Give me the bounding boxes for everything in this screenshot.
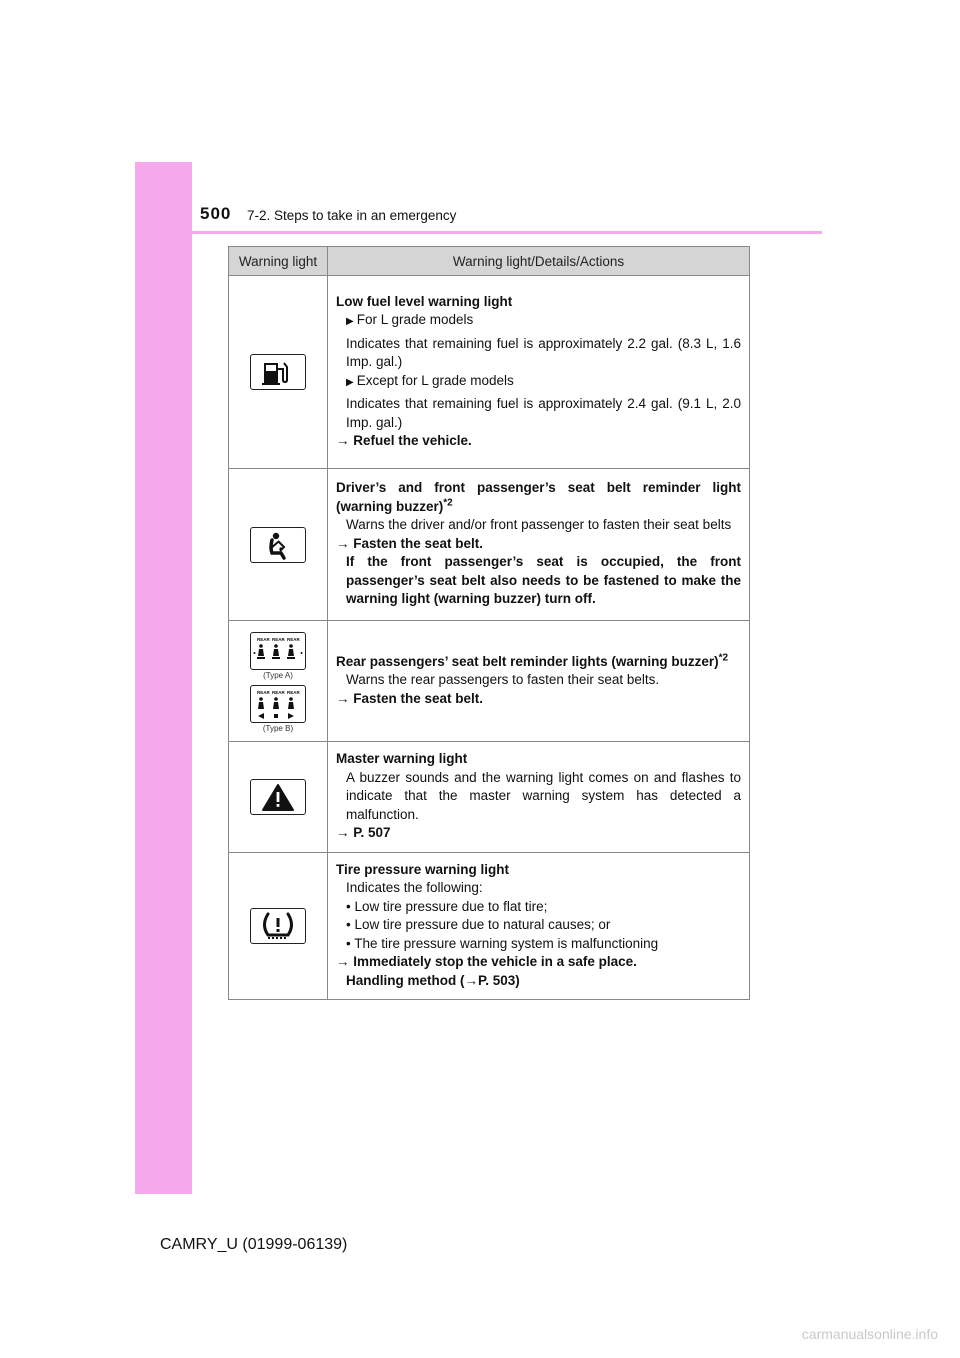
side-tab-bar bbox=[135, 162, 192, 1194]
fuel-condition-1: For L grade models bbox=[356, 312, 474, 327]
watermark: carmanualsonline.info bbox=[801, 1326, 938, 1342]
table-row-seat-belt bbox=[229, 469, 750, 621]
rear-seat-belt-title: Rear passengers’ seat belt reminder lights (warning buzzer) bbox=[336, 653, 719, 669]
type-b-label: (Type B) bbox=[262, 724, 294, 733]
rear-seat-belt-action: Fasten the seat belt. bbox=[353, 690, 484, 706]
arrow-icon: → bbox=[336, 433, 354, 448]
condition-marker-icon: ▶ bbox=[346, 316, 354, 327]
master-warning-title: Master warning light bbox=[336, 751, 468, 766]
handling-method-page-ref: P. 503) bbox=[478, 972, 520, 988]
fuel-title: Low fuel level warning light bbox=[336, 293, 513, 309]
tire-pressure-intro: Indicates the following: bbox=[346, 880, 483, 895]
tire-pressure-action: Immediately stop the vehicle in a safe place. bbox=[353, 954, 637, 969]
tire-bullet-2: Low tire pressure due to natural causes; or bbox=[354, 917, 611, 932]
arrow-icon: → bbox=[464, 972, 478, 988]
footnote-mark: *2 bbox=[443, 497, 453, 509]
svg-text:REAR: REAR bbox=[287, 690, 300, 695]
bullet-icon: • bbox=[346, 917, 355, 932]
column-header-warning-light: Warning light bbox=[229, 247, 328, 276]
seat-belt-title: Driver’s and front passenger’s seat belt reminder light (warning buzzer) bbox=[336, 480, 741, 514]
svg-text:REAR: REAR bbox=[257, 690, 270, 695]
bullet-icon: • bbox=[346, 935, 355, 951]
rear-seat-belt-description: Warns the rear passengers to fasten their seat belts. bbox=[346, 672, 660, 688]
seat-belt-icon bbox=[250, 527, 306, 563]
arrow-icon: → bbox=[336, 690, 354, 706]
condition-marker-icon: ▶ bbox=[346, 376, 354, 388]
fuel-text-1: Indicates that remaining fuel is approximately 2.2 gal. (8.3 L, 1.6 Imp. gal.) bbox=[346, 335, 741, 369]
master-warning-page-ref: P. 507 bbox=[353, 825, 391, 840]
document-code: CAMRY_U (01999-06139) bbox=[160, 1236, 348, 1253]
svg-text:REAR: REAR bbox=[272, 690, 285, 695]
section-title: 7-2. Steps to take in an emergency bbox=[247, 208, 457, 223]
table-row-master-warning bbox=[229, 742, 750, 853]
tire-bullet-3: The tire pressure warning system is malfunctioning bbox=[354, 935, 659, 951]
bullet-icon: • bbox=[346, 898, 355, 914]
rear-seat-belt-type-a-icon bbox=[250, 632, 306, 670]
tire-pressure-icon bbox=[250, 908, 306, 944]
watermark-prefix: carmanualsonline bbox=[801, 1326, 912, 1342]
type-a-label: (Type A) bbox=[263, 671, 293, 680]
tire-pressure-title: Tire pressure warning light bbox=[336, 861, 510, 877]
svg-text:REAR: REAR bbox=[272, 637, 285, 642]
svg-text:REAR: REAR bbox=[287, 637, 300, 642]
svg-text:REAR: REAR bbox=[257, 637, 270, 642]
table-row-rear-seat-belt bbox=[229, 621, 750, 742]
tire-bullet-1: Low tire pressure due to flat tire; bbox=[354, 898, 548, 914]
arrow-icon: → bbox=[336, 535, 354, 551]
master-warning-description: A buzzer sounds and the warning light comes on and flashes to indicate that the master warning system has detected a malfunction. bbox=[346, 769, 741, 822]
arrow-icon: → bbox=[336, 954, 354, 969]
fuel-text-2: Indicates that remaining fuel is approximately 2.4 gal. (9.1 L, 2.0 Imp. gal.) bbox=[346, 396, 741, 430]
fuel-pump-icon bbox=[250, 354, 306, 390]
arrow-icon: → bbox=[336, 825, 354, 840]
table-header-row bbox=[229, 247, 750, 276]
seat-belt-description: Warns the driver and/or front passenger to fasten their seat belts bbox=[346, 517, 732, 533]
seat-belt-note: If the front passenger’s seat is occupied, the front passenger’s seat belt also needs to be fastened to make the warning light (warning buzzer) turn off. bbox=[346, 554, 741, 607]
warning-light-table bbox=[228, 246, 750, 1000]
page-number: 500 bbox=[200, 204, 232, 223]
table-row-low-fuel bbox=[229, 276, 750, 469]
header-rule bbox=[192, 231, 822, 234]
watermark-suffix: info bbox=[915, 1326, 938, 1342]
table-row-tire-pressure bbox=[229, 852, 750, 1000]
fuel-action: Refuel the vehicle. bbox=[353, 433, 472, 448]
fuel-condition-2: Except for L grade models bbox=[356, 372, 514, 388]
handling-method-prefix: Handling method ( bbox=[346, 972, 465, 988]
rear-seat-belt-type-b-icon bbox=[250, 685, 306, 723]
column-header-details: Warning light/Details/Actions bbox=[328, 247, 750, 276]
footnote-mark: *2 bbox=[718, 652, 729, 664]
warning-triangle-icon bbox=[250, 779, 306, 815]
seat-belt-action: Fasten the seat belt. bbox=[353, 535, 484, 551]
